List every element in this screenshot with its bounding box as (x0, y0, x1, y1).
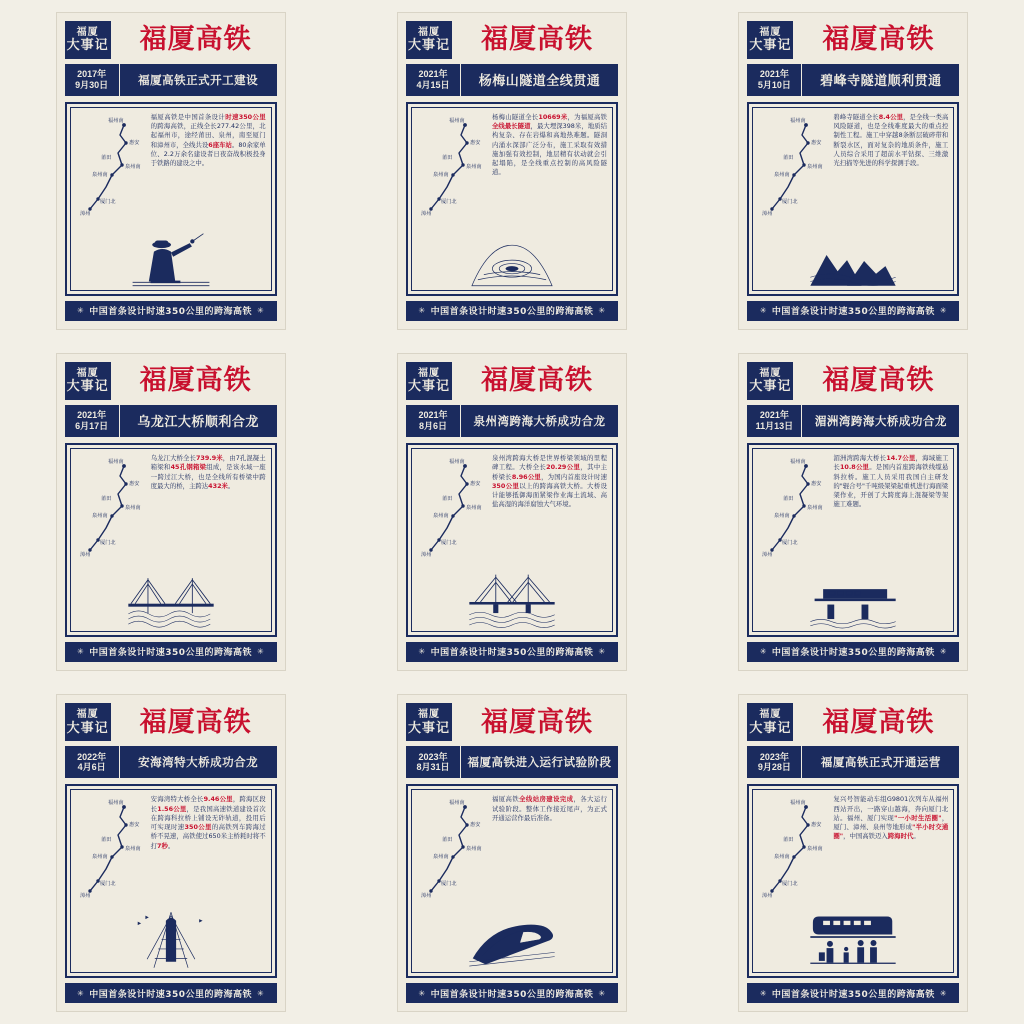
event-description: 福厦高铁是中国首条设计时速350公里的跨海高铁，正线全长277.42公里，北起福州市，途经莆田、泉州，南至厦门和漳州市，全线共设6座车站。80余家单位、2.2万余名建设者日夜奋战积极投身于铁路的建设之中。 (150, 112, 266, 168)
event-date (747, 405, 802, 437)
event-day: 6月17日 (75, 420, 109, 431)
series-badge-line1: 福厦 (417, 367, 440, 379)
route-map-svg (76, 113, 148, 225)
card-footer (406, 983, 618, 1003)
svg-text:漳州: 漳州 (420, 210, 432, 217)
series-badge-line2: 大事记 (407, 719, 450, 735)
event-year: 2021年 (759, 68, 789, 79)
event-headline: 泉州湾跨海大桥成功合龙 (473, 415, 606, 428)
svg-text:泉州南: 泉州南 (124, 504, 141, 511)
event-headline: 乌龙江大桥顺利合龙 (137, 414, 259, 430)
brand-title: 福厦高铁 (822, 706, 935, 738)
event-date (65, 405, 120, 437)
illustration-tunnel (412, 226, 612, 290)
svg-text:惠安: 惠安 (128, 139, 140, 146)
svg-text:泉州南: 泉州南 (432, 854, 449, 861)
svg-text:莆田: 莆田 (441, 837, 453, 844)
date-headline-bar (747, 405, 959, 437)
series-badge (65, 703, 111, 741)
svg-text:厦门北: 厦门北 (782, 881, 798, 888)
route-map (758, 454, 830, 567)
svg-text:惠安: 惠安 (469, 822, 481, 829)
svg-text:厦门北: 厦门北 (99, 539, 116, 546)
svg-text:厦门北: 厦门北 (99, 881, 116, 888)
series-badge-line2: 大事记 (407, 37, 450, 53)
event-description: 乌龙江大桥全长739.9米，由7孔混凝土箱梁和45孔钢箱梁组成，是该水域一座一跨过江大桥，也是全线所有桥梁中跨度最大的桥，主跨达432米。 (150, 453, 266, 490)
event-description: 泉州湾跨海大桥是世界桥梁领域的里程碑工程。大桥全长20.29公里，其中主桥梁长8.96公里，为国内首座设计时速350公里以上的跨海高铁大桥。大桥设计能够抵御海面紧梁作业海土流域、高盐高湿的海洋腐蚀大气环境。 (491, 453, 607, 509)
series-badge-line1: 福厦 (417, 709, 440, 721)
series-badge-line2: 大事记 (749, 378, 792, 394)
star-icon: ✳ (77, 647, 85, 657)
date-headline-bar (406, 64, 618, 96)
svg-text:莆田: 莆田 (441, 495, 453, 502)
card-footer (406, 642, 618, 662)
card-body (747, 102, 959, 296)
event-description: 复兴号智能动车组G9801次列车从福州西站开出，一路穿山越海，奔向厦门北站。福州、厦门实现"一小时生活圈"，厦门、漳州、泉州等地形成"半小时交通圈"，中国高铁迈入跨海时代。 (833, 795, 949, 841)
svg-text:福州南: 福州南 (448, 458, 465, 465)
star-icon: ✳ (418, 306, 426, 316)
svg-text:惠安: 惠安 (811, 139, 822, 146)
card-header (406, 21, 618, 59)
footer-slogan: 中国首条设计时速350公里的跨海高铁 (89, 648, 253, 659)
footer-slogan: 中国首条设计时速350公里的跨海高铁 (89, 307, 253, 318)
event-headline: 福厦高铁正式开通运营 (820, 757, 941, 770)
illustration-bridge-cable (71, 567, 271, 631)
series-badge (406, 362, 452, 400)
event-day: 11月13日 (755, 420, 794, 431)
footer-slogan: 中国首条设计时速350公里的跨海高铁 (430, 307, 594, 318)
card-header (406, 362, 618, 400)
svg-text:厦门北: 厦门北 (440, 539, 457, 546)
svg-text:惠安: 惠安 (469, 480, 481, 487)
star-icon: ✳ (257, 647, 265, 657)
event-headline: 安海湾特大桥成功合龙 (138, 757, 259, 770)
svg-text:福州南: 福州南 (448, 117, 465, 124)
series-badge (747, 21, 793, 59)
footer-slogan: 中国首条设计时速350公里的跨海高铁 (771, 648, 935, 659)
card-footer (747, 301, 959, 321)
card-footer (65, 301, 277, 321)
card-body (406, 443, 618, 637)
poster-cell (0, 341, 341, 682)
event-date (406, 746, 461, 778)
footer-slogan: 中国首条设计时速350公里的跨海高铁 (89, 989, 253, 1000)
svg-text:漳州: 漳州 (79, 893, 91, 900)
illustration-mountains (753, 226, 953, 290)
date-headline-bar (65, 405, 277, 437)
poster-card[interactable] (738, 694, 968, 1012)
svg-text:惠安: 惠安 (811, 822, 822, 829)
series-badge (747, 703, 793, 741)
svg-text:泉州南: 泉州南 (807, 504, 823, 511)
route-map (417, 795, 489, 908)
brand-title: 福厦高铁 (822, 365, 935, 397)
event-date (65, 64, 120, 96)
event-description: 碧峰寺隧道全长8.4公里，是全线一类高风险隧道，也是全线难度最大的重点控制性工程。施工中穿越8条断层破碎带和断裂水区，面对复杂的地质条件，施工人员综合采用了超前水平钻探、三维激光扫描等先进的科学探测手段。 (833, 112, 949, 168)
card-header (406, 703, 618, 741)
card-footer (747, 642, 959, 662)
poster-card[interactable] (56, 694, 286, 1012)
card-footer (747, 983, 959, 1003)
route-map-svg (417, 795, 489, 907)
svg-text:泉州南: 泉州南 (774, 512, 790, 519)
star-icon: ✳ (257, 988, 265, 998)
event-headline: 福厦高铁正式开工建设 (138, 74, 259, 87)
event-year: 2021年 (759, 410, 789, 421)
svg-text:福州南: 福州南 (107, 800, 124, 807)
brand-title: 福厦高铁 (480, 24, 593, 56)
star-icon: ✳ (759, 647, 767, 657)
poster-cell (341, 341, 682, 682)
svg-text:福州南: 福州南 (790, 117, 806, 124)
svg-text:泉州南: 泉州南 (124, 846, 141, 853)
route-map-svg (76, 454, 148, 566)
brand-title: 福厦高铁 (139, 365, 252, 397)
brand-title: 福厦高铁 (480, 706, 593, 738)
svg-text:莆田: 莆田 (100, 837, 112, 844)
illustration-bridge-sea (412, 567, 612, 631)
svg-text:泉州南: 泉州南 (91, 854, 108, 861)
svg-text:泉州南: 泉州南 (807, 163, 823, 170)
svg-text:莆田: 莆田 (783, 154, 794, 161)
star-icon: ✳ (418, 647, 426, 657)
svg-text:泉州南: 泉州南 (124, 163, 141, 170)
event-date (747, 746, 802, 778)
route-map-svg (417, 113, 489, 225)
series-badge (406, 21, 452, 59)
svg-text:泉州南: 泉州南 (465, 846, 482, 853)
route-map-svg (758, 454, 830, 566)
card-body (65, 443, 277, 637)
event-date (747, 64, 802, 96)
event-day: 8月6日 (418, 420, 447, 431)
footer-slogan: 中国首条设计时速350公里的跨海高铁 (430, 648, 594, 659)
card-body (747, 784, 959, 978)
event-year: 2021年 (77, 410, 107, 421)
poster-card[interactable] (397, 694, 627, 1012)
poster-card[interactable] (397, 353, 627, 671)
route-map (758, 795, 830, 908)
svg-text:莆田: 莆田 (100, 154, 112, 161)
illustration-bridge-train (753, 567, 953, 631)
illustration-worker (71, 226, 271, 290)
svg-text:泉州南: 泉州南 (774, 854, 790, 861)
star-icon: ✳ (759, 306, 767, 316)
event-day: 5月10日 (757, 79, 791, 90)
series-badge-line2: 大事记 (407, 378, 450, 394)
event-description: 杨梅山隧道全长10669米，为福厦高铁全线最长隧道，最大埋深398米，地质结构复杂、存在岩爆和高地热难题。隧洞内涌水深部广泛分布，施工采取有效措施加强有效控制，地层精有状动就会引起塌陷，是全线重点控制的高风险隧道。 (491, 112, 608, 177)
card-body (65, 102, 277, 296)
svg-text:厦门北: 厦门北 (440, 198, 457, 205)
svg-text:莆田: 莆田 (100, 495, 112, 502)
event-headline: 碧峰寺隧道顺利贯通 (820, 73, 942, 89)
route-map-svg (758, 113, 830, 225)
route-map (76, 795, 148, 908)
series-badge (65, 362, 111, 400)
date-headline-bar (406, 746, 618, 778)
route-map-svg (76, 795, 148, 907)
series-badge (406, 703, 452, 741)
series-badge-line1: 福厦 (759, 26, 782, 38)
svg-text:厦门北: 厦门北 (99, 198, 116, 205)
svg-text:厦门北: 厦门北 (782, 198, 798, 205)
series-badge-line2: 大事记 (66, 719, 109, 735)
event-year: 2021年 (418, 410, 448, 421)
card-footer (65, 642, 277, 662)
svg-text:惠安: 惠安 (128, 480, 140, 487)
svg-text:漳州: 漳州 (420, 893, 432, 900)
star-icon: ✳ (939, 988, 947, 998)
poster-card[interactable] (397, 12, 627, 330)
brand-title: 福厦高铁 (139, 24, 252, 56)
poster-card[interactable] (738, 353, 968, 671)
svg-text:惠安: 惠安 (128, 822, 140, 829)
footer-slogan: 中国首条设计时速350公里的跨海高铁 (771, 989, 935, 1000)
star-icon: ✳ (939, 647, 947, 657)
route-map (76, 113, 148, 226)
series-badge-line2: 大事记 (66, 37, 109, 53)
event-year: 2017年 (77, 68, 107, 79)
svg-text:福州南: 福州南 (790, 458, 806, 465)
star-icon: ✳ (257, 306, 265, 316)
poster-card[interactable] (738, 12, 968, 330)
event-day: 8月31日 (416, 762, 450, 773)
illustration-train-people (753, 908, 953, 972)
svg-text:泉州南: 泉州南 (432, 512, 449, 519)
route-map (417, 113, 489, 226)
event-date (406, 405, 461, 437)
star-icon: ✳ (77, 988, 85, 998)
date-headline-bar (65, 746, 277, 778)
card-body (747, 443, 959, 637)
event-headline: 湄洲湾跨海大桥成功合龙 (814, 415, 947, 428)
svg-text:惠安: 惠安 (811, 480, 822, 487)
svg-text:莆田: 莆田 (783, 495, 794, 502)
poster-cell (0, 683, 341, 1024)
event-year: 2021年 (418, 68, 448, 79)
poster-cell (0, 0, 341, 341)
footer-slogan: 中国首条设计时速350公里的跨海高铁 (771, 307, 935, 318)
poster-cell (341, 0, 682, 341)
event-year: 2023年 (759, 751, 789, 762)
series-badge (747, 362, 793, 400)
svg-text:漳州: 漳州 (762, 893, 773, 900)
route-map-svg (417, 454, 489, 566)
poster-cell (683, 0, 1024, 341)
star-icon: ✳ (598, 647, 606, 657)
brand-title: 福厦高铁 (480, 365, 593, 397)
date-headline-bar (65, 64, 277, 96)
star-icon: ✳ (77, 306, 85, 316)
series-badge (65, 21, 111, 59)
poster-cell (341, 683, 682, 1024)
event-description: 安海湾特大桥全长9.46公里，跨海区段长1.56公里，是我国高速铁道建设首次在跨海科拉桥上铺设无砟轨道，投用后可实现时速350公里的高铁列车跨海过桥不晃速，高铁使过650米主桥耗时将不打7秒。 (150, 795, 266, 850)
svg-text:漳州: 漳州 (420, 551, 432, 558)
event-day: 9月30日 (75, 79, 109, 90)
svg-text:莆田: 莆田 (441, 154, 453, 161)
event-date (65, 746, 120, 778)
event-headline: 杨梅山隧道全线贯通 (478, 73, 601, 89)
series-badge-line1: 福厦 (76, 26, 99, 38)
card-footer (406, 301, 618, 321)
svg-text:莆田: 莆田 (783, 837, 794, 844)
brand-title: 福厦高铁 (139, 706, 252, 738)
event-headline: 福厦高铁进入运行试验阶段 (467, 757, 612, 770)
svg-text:泉州南: 泉州南 (91, 171, 108, 178)
poster-card[interactable] (56, 353, 286, 671)
route-map (76, 454, 148, 567)
series-badge-line1: 福厦 (76, 709, 99, 721)
svg-text:福州南: 福州南 (107, 458, 124, 465)
svg-text:厦门北: 厦门北 (440, 881, 457, 888)
svg-text:厦门北: 厦门北 (782, 539, 798, 546)
event-day: 4月15日 (416, 79, 450, 90)
svg-text:福州南: 福州南 (107, 117, 124, 124)
route-map-svg (758, 795, 830, 907)
series-badge-line2: 大事记 (749, 37, 792, 53)
svg-text:福州南: 福州南 (448, 800, 465, 807)
star-icon: ✳ (939, 306, 947, 316)
date-headline-bar (747, 746, 959, 778)
svg-text:福州南: 福州南 (790, 800, 806, 807)
svg-text:泉州南: 泉州南 (774, 171, 790, 178)
svg-text:泉州南: 泉州南 (91, 512, 108, 519)
star-icon: ✳ (598, 306, 606, 316)
series-badge-line1: 福厦 (76, 367, 99, 379)
svg-text:泉州南: 泉州南 (465, 163, 482, 170)
svg-text:惠安: 惠安 (469, 139, 481, 146)
star-icon: ✳ (598, 988, 606, 998)
event-day: 4月6日 (77, 762, 106, 773)
date-headline-bar (747, 64, 959, 96)
card-header (65, 21, 277, 59)
date-headline-bar (406, 405, 618, 437)
event-date (406, 64, 461, 96)
event-description: 福厦高铁全线站房建设完成，各大运行试验阶段。整体工作接近尾声，为正式开通运营作最后准备。 (491, 795, 607, 822)
illustration-train-front (412, 908, 612, 972)
star-icon: ✳ (759, 988, 767, 998)
series-badge-line1: 福厦 (417, 26, 440, 38)
card-header (747, 21, 959, 59)
route-map (758, 113, 830, 226)
card-body (406, 102, 618, 296)
card-body (406, 784, 618, 978)
card-header (747, 362, 959, 400)
footer-slogan: 中国首条设计时速350公里的跨海高铁 (430, 989, 594, 1000)
svg-text:泉州南: 泉州南 (807, 846, 823, 853)
series-badge-line1: 福厦 (759, 709, 782, 721)
star-icon: ✳ (418, 988, 426, 998)
event-year: 2022年 (77, 751, 107, 762)
event-day: 9月28日 (757, 762, 791, 773)
svg-text:漳州: 漳州 (762, 210, 773, 217)
card-footer (65, 983, 277, 1003)
card-body (65, 784, 277, 978)
poster-cell (683, 341, 1024, 682)
svg-text:泉州南: 泉州南 (465, 504, 482, 511)
svg-text:漳州: 漳州 (79, 551, 91, 558)
event-description: 湄洲湾跨海大桥长14.7公里，海域施工长10.8公里。是国内首座跨海铁线缆悬斜拉桥。施工人员采用我国自主研发的"辊合号"千吨级架梁起重机进行海面梁架作业，开创了大跨度海上混凝梁等架施工难题。 (833, 453, 949, 509)
series-badge-line1: 福厦 (759, 367, 782, 379)
svg-text:漳州: 漳州 (79, 210, 91, 217)
card-header (747, 703, 959, 741)
event-year: 2023年 (418, 751, 448, 762)
route-map (417, 454, 489, 567)
poster-cell (683, 683, 1024, 1024)
brand-title: 福厦高铁 (822, 24, 935, 56)
illustration-bridge-night (71, 908, 271, 972)
poster-card[interactable] (56, 12, 286, 330)
card-header (65, 703, 277, 741)
series-badge-line2: 大事记 (749, 719, 792, 735)
svg-text:漳州: 漳州 (762, 551, 773, 558)
card-header (65, 362, 277, 400)
series-badge-line2: 大事记 (66, 378, 109, 394)
svg-text:泉州南: 泉州南 (432, 171, 449, 178)
